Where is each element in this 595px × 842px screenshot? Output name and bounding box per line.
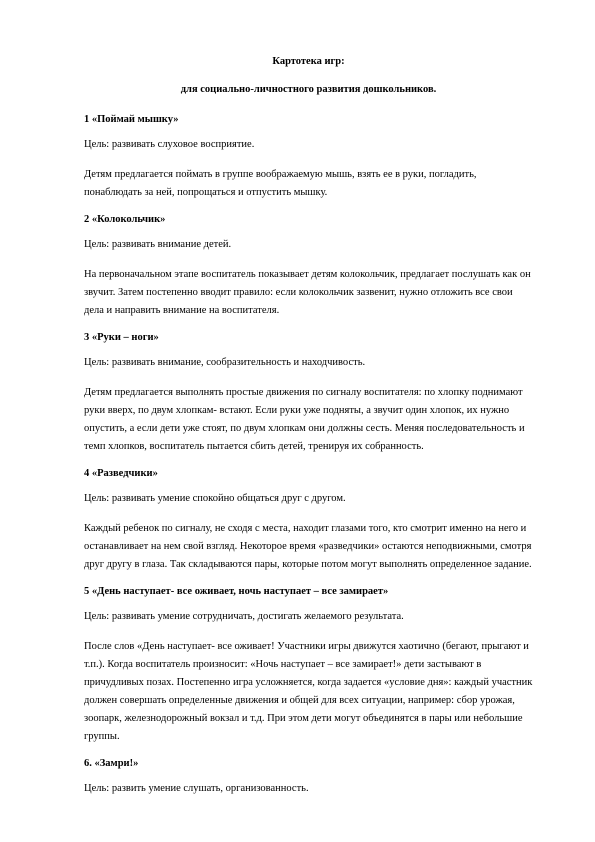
game-description: Детям предлагается поймать в группе воображаемую мышь, взять ее в руки, погладить, понаблюдать за ней, попрощаться и отпустить мышку. [84, 169, 477, 198]
game-section-3 [84, 331, 533, 456]
game-goal: Цель: развить умение слушать, организованность. [84, 783, 309, 794]
game-heading: 4 «Разведчики» [84, 468, 158, 479]
document-subtitle: для социально-личностного развития дошкольников. [180, 84, 437, 95]
game-section-1 [84, 113, 533, 202]
game-goal: Цель: развивать слуховое восприятие. [84, 139, 255, 150]
document-title: Картотека игр: [272, 56, 345, 67]
game-heading: 6. «Замри!» [84, 758, 139, 769]
game-description: После слов «День наступает- все оживает! Участники игры движутся хаотично (бегают, прыгают и т.п.). Когда воспитатель произносит: «Ночь наступает – все замирает!» дети застывают в причудливых позах. Постепенно игра усложняется, когда задается «условие дня»: каждый участник должен совершать определенные движения и общей для всех ситуации, например: сбор урожая, зоопарк, железнодорожный вокзал и т.д. При этом дети могут объединятся в пары или небольшие группы. [84, 641, 533, 742]
game-goal: Цель: развивать умение сотрудничать, достигать желаемого результата. [84, 611, 404, 622]
game-description: Детям предлагается выполнять простые движения по сигналу воспитателя: по хлопку поднимают руки вверх, по двум хлопкам- встают. Если руки уже подняты, а звучит один хлопок, их нужно опустить, а если дети уже стоят, по двум хлопкам они должны сесть. Меняя последовательность и темп хлопков, воспитатель пытается сбить детей, тренируя их собранность. [84, 387, 525, 452]
game-description: Каждый ребенок по сигналу, не сходя с места, находит глазами того, кто смотрит именно на него и останавливает на нем свой взгляд. Некоторое время «разведчики» остаются неподвижными, смотря друг другу в глаза. Так складываются пары, которые потом могут выполнять определенное задание. [84, 523, 532, 570]
game-section-4 [84, 467, 533, 574]
game-heading: 5 «День наступает- все оживает, ночь наступает – все замирает» [84, 586, 389, 597]
game-description: На первоначальном этапе воспитатель показывает детям колокольчик, предлагает послушать как он звучит. Затем постепенно вводит правило: если колокольчик зазвенит, нужно отложить все свои дела и направить внимание на воспитателя. [84, 269, 531, 316]
game-heading: 1 «Поймай мышку» [84, 114, 179, 125]
game-heading: 3 «Руки – ноги» [84, 332, 159, 343]
game-section-2 [84, 213, 533, 320]
game-heading: 2 «Колокольчик» [84, 214, 166, 225]
game-goal: Цель: развивать внимание детей. [84, 239, 232, 250]
game-section-6 [84, 757, 533, 795]
game-goal: Цель: развивать умение спокойно общаться друг с другом. [84, 493, 346, 504]
game-goal: Цель: развивать внимание, сообразительность и находчивость. [84, 357, 366, 368]
game-section-5 [84, 585, 533, 746]
